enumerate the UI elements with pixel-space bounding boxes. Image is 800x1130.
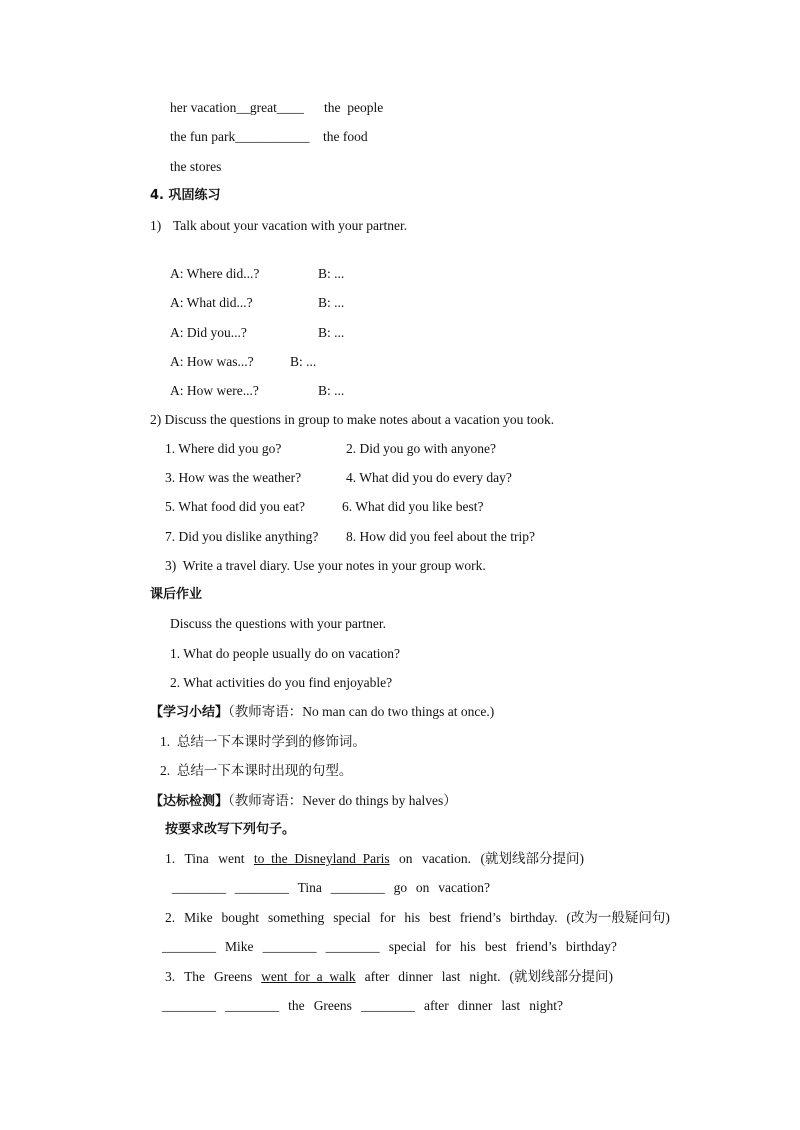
word: best: [484, 939, 507, 954]
answer-line-3: [162, 998, 563, 1014]
word: 3.: [165, 969, 176, 984]
adj-row1-a-prefix: her vacation: [170, 100, 237, 115]
homework-intro: Discuss the questions with your partner.: [170, 616, 386, 631]
question-item: 5. What food did you eat?: [165, 499, 305, 514]
word: for: [435, 939, 451, 954]
word: birthday.: [509, 910, 558, 925]
blank: ________: [234, 880, 289, 895]
adj-row1-a-answer: __great____: [236, 100, 304, 115]
adj-row1-b: the people: [324, 100, 384, 115]
word: something: [268, 910, 325, 925]
test-heading: [150, 793, 457, 810]
dialog-a: A: How were...?: [170, 383, 259, 398]
word: for: [294, 969, 310, 984]
task3-text: 3) Write a travel diary. Use your notes in your group work.: [165, 558, 486, 573]
word: last: [441, 969, 461, 984]
word: (就划线部分提问): [480, 851, 584, 866]
word: the: [271, 851, 288, 866]
word: The: [184, 969, 206, 984]
word: Disneyland: [294, 851, 356, 866]
test-instruction: 按要求改写下列句子。: [165, 822, 296, 837]
adj-row2-a: the fun park___________: [170, 129, 310, 144]
task2-text: 2) Discuss the questions in group to make notes about a vacation you took.: [150, 412, 555, 427]
blank: ________: [162, 998, 216, 1013]
section4-number: 4.: [150, 188, 164, 203]
task1-label: 1): [150, 218, 162, 233]
underlined-phrase: [261, 969, 356, 985]
word: Greens: [214, 969, 253, 984]
underlined-phrase: [254, 851, 390, 867]
word: vacation.: [421, 851, 472, 866]
sentence-2: [165, 910, 670, 926]
word: after: [424, 998, 449, 1013]
word: the: [288, 998, 305, 1013]
summary-item: 1. 总结一下本课时学到的修饰词。: [160, 734, 366, 749]
blank: ________: [172, 880, 226, 895]
task1-text: Talk about your vacation with your partner.: [173, 218, 408, 233]
question-item: 7. Did you dislike anything?: [165, 529, 319, 544]
word: friend’s: [459, 910, 502, 925]
word: a: [316, 969, 323, 984]
word: birthday?: [565, 939, 617, 954]
dialog-b: B: ...: [290, 354, 317, 369]
sentence-1: [165, 851, 584, 867]
answer-line-2: [162, 939, 617, 955]
word: walk: [329, 969, 356, 984]
word: special: [388, 939, 427, 954]
question-item: 6. What did you like best?: [342, 499, 484, 514]
section4-heading: [150, 188, 221, 204]
blank: ________: [360, 998, 415, 1013]
summary-title: 【学习小结】: [150, 705, 229, 720]
dialog-b: B: ...: [318, 383, 345, 398]
question-item: 2. Did you go with anyone?: [346, 441, 496, 456]
word: friend’s: [515, 939, 557, 954]
blank: ________: [330, 880, 385, 895]
word: dinner: [457, 998, 493, 1013]
adj-row2-b: the food: [323, 129, 368, 144]
question-item: 4. What did you do every day?: [346, 470, 512, 485]
word: after: [364, 969, 390, 984]
question-item: 3. How was the weather?: [165, 470, 302, 485]
answer-line-1: [172, 880, 490, 896]
dialog-a: A: What did...?: [170, 295, 253, 310]
dialog-b: B: ...: [318, 266, 345, 281]
word: night.: [469, 969, 501, 984]
test-note: （教师寄语：Never do things by halves）: [228, 793, 457, 808]
word: (就划线部分提问): [509, 969, 613, 984]
word: 2.: [165, 910, 176, 925]
word: best: [429, 910, 451, 925]
section4-title: 巩固练习: [168, 188, 221, 203]
word: on: [415, 880, 430, 895]
adj-row3-a: the stores: [170, 159, 222, 174]
word: 1.: [165, 851, 176, 866]
word: go: [393, 880, 408, 895]
summary-item: 2. 总结一下本课时出现的句型。: [160, 763, 353, 778]
dialog-a: A: How was...?: [170, 354, 254, 369]
word: Mike: [225, 939, 254, 954]
summary-heading: [150, 704, 494, 721]
adj-row1-a: [170, 100, 304, 116]
word: his: [404, 910, 421, 925]
sentence-3: [165, 969, 613, 985]
dialog-a: A: Where did...?: [170, 266, 260, 281]
word: Greens: [313, 998, 352, 1013]
word: Paris: [362, 851, 390, 866]
blank: ________: [325, 939, 380, 954]
blank: ________: [262, 939, 317, 954]
word: Tina: [184, 851, 209, 866]
word: bought: [221, 910, 260, 925]
word: on: [399, 851, 413, 866]
word: went: [261, 969, 288, 984]
word: Tina: [297, 880, 322, 895]
dialog-a: A: Did you...?: [170, 325, 247, 340]
question-item: 8. How did you feel about the trip?: [346, 529, 535, 544]
word: vacation?: [438, 880, 490, 895]
word: his: [460, 939, 476, 954]
word: went: [218, 851, 245, 866]
word: dinner: [398, 969, 433, 984]
blank: ________: [162, 939, 216, 954]
homework-question: 1. What do people usually do on vacation?: [170, 646, 400, 661]
word: (改为一般疑问句): [566, 910, 670, 925]
test-title: 【达标检测】: [150, 794, 229, 809]
dialog-b: B: ...: [318, 295, 345, 310]
dialog-b: B: ...: [318, 325, 345, 340]
word: Mike: [184, 910, 213, 925]
homework-question: 2. What activities do you find enjoyable?: [170, 675, 393, 690]
word: special: [333, 910, 371, 925]
word: to: [253, 851, 265, 866]
question-item: 1. Where did you go?: [165, 441, 282, 456]
homework-title: 课后作业: [150, 587, 203, 602]
blank: ________: [225, 998, 280, 1013]
word: last: [501, 998, 521, 1013]
word: for: [379, 910, 396, 925]
summary-note: （教师寄语：No man can do two things at once.): [228, 704, 495, 719]
word: night?: [529, 998, 563, 1013]
